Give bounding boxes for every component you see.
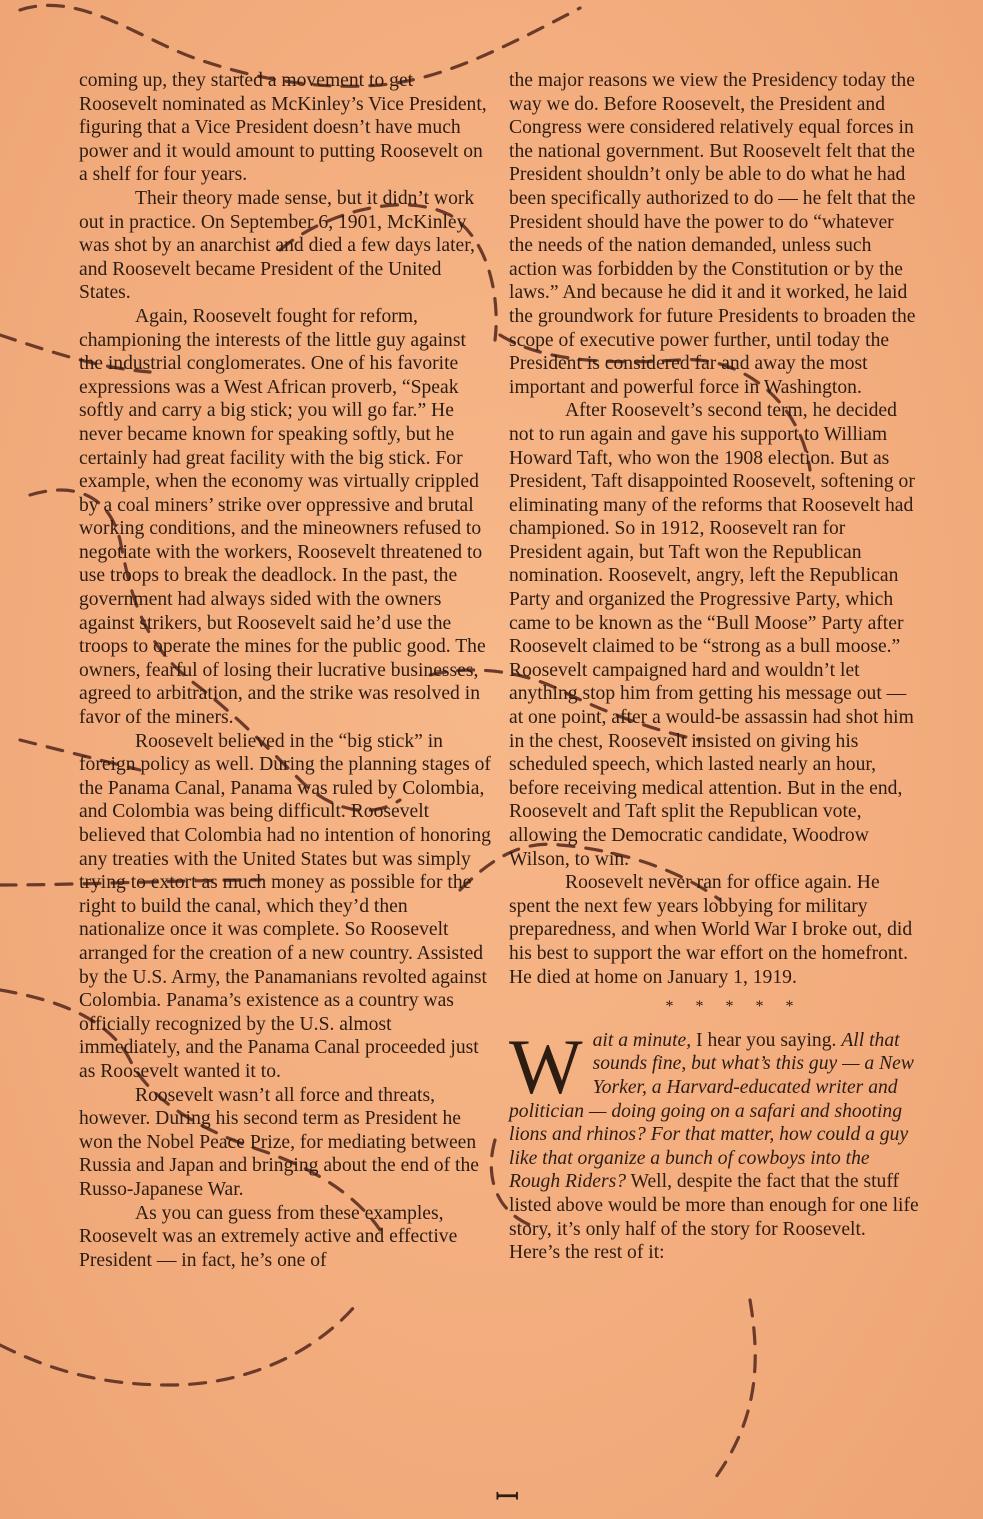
left-column — [79, 69, 494, 1272]
section-separator: * * * * * — [665, 998, 803, 1016]
left-paragraph-3: Again, Roosevelt fought for reform, championing the interests of the little guy against the industrial conglomerates. One of his favorite expressions was a West African proverb, “Speak softly and carry a big stick; you will go far.” He never became known for speaking softly, but he certainly had great facility with the big stick. For example, when the economy was virtually crippled by a coal miners’ strike over oppressive and brutal working conditions, and the mineowners refused to negotiate with the workers, Roosevelt threatened to use troops to break the deadlock. In the past, the government had always sided with the owners against strikers, but Roosevelt said he’d use the troops to operate the mines for the public good. The owners, fearful of losing their lucrative businesses, agreed to arbitration, and the strike was resolved in favor of the miners. — [79, 305, 486, 729]
left-paragraph-5: Roosevelt wasn’t all force and threats, however. During his second term as President he won the Nobel Peace Prize, for mediating between Russia and Japan and bringing about the end of the Russo-Japanese War. — [79, 1084, 479, 1200]
italic-question: All that sounds fine, but what’s this guy — a New Yorker, a Harvard-educated writer and politician — doing going on a safari and shooting lions and rhinos? For that matter, how could a guy like that organize a bunch of cowboys into the Rough Riders? — [509, 1029, 914, 1193]
right-column — [509, 69, 919, 1265]
trail-bottom-arc — [0, 1300, 360, 1385]
left-paragraph-4: Roosevelt believed in the “big stick” in foreign policy as well. During the planning stages of the Panama Canal, Panama was ruled by Colombia, and Colombia was being difficult. Roosevelt believed that Colombia had no intention of honoring any treaties with the United States but was simply trying to extort as much money as possible for the right to build the canal, which they’d then nationalize once it was complete. So Roosevelt arranged for the creation of a new country. Assisted by the U.S. Army, the Panamanians revolted against Colombia. Panama’s existence as a country was officially recognized by the U.S. almost immediately, and the Panama Canal proceeded just as Roosevelt wanted it to. — [79, 730, 491, 1082]
right-paragraph-4 — [509, 1022, 919, 1265]
roman-aside: I hear you saying. — [691, 1029, 842, 1051]
italic-lead: ait a minute, — [592, 1029, 692, 1051]
left-paragraph-2: Their theory made sense, but it didn’t work out in practice. On September 6, 1901, McKinley was shot by an anarchist and died a few days later, and Roosevelt became President of the United States. — [79, 187, 475, 304]
left-paragraph-1: coming up, they started a movement to get Roosevelt nominated as McKinley’s Vice President, figuring that a Vice President doesn’t have much power and it would amount to putting Roosevelt on a shelf for four years. — [79, 70, 487, 186]
left-paragraph-6: As you can guess from these examples, Roosevelt was an extremely active and effective President — in fact, he’s one of — [79, 1202, 458, 1271]
right-paragraph-2: After Roosevelt’s second term, he decided not to run again and gave his support to William Howard Taft, who won the 1908 election. But as President, Taft disappointed Roosevelt, softening or eliminating many of the reforms that Roosevelt had championed. So in 1912, Roosevelt ran for President again, but Taft won the Republican nomination. Roosevelt, angry, left the Republican Party and organized the Progressive Party, which came to be known as the “Bull Moose” Party after Roosevelt claimed to be “strong as a bull moose.” Roosevelt campaigned hard and wouldn’t let anything stop him from getting his message out — at one point, after a would-be assassin had shot him in the chest, Roosevelt insisted on giving his scheduled speech, which lasted nearly an hour, before receiving medical attention. But in the end, Roosevelt and Taft split the Republican vote, allowing the Democratic candidate, Woodrow Wilson, to win. — [509, 400, 915, 870]
page-mark: ꟷ — [495, 1481, 520, 1514]
right-paragraph-3: Roosevelt never ran for office again. He spent the next few years lobbying for military preparedness, and when World War I broke out, did his best to support the war effort on the homefront. He died at home on January 1, 1919. — [509, 872, 913, 988]
roman-closing: Well, despite the fact that the stuff listed above would be more than enough for one life story, it’s only half of the story for Roosevelt. Here’s the rest of it: — [509, 1171, 919, 1264]
trail-right-vertical — [710, 1300, 755, 1485]
right-paragraph-1: the major reasons we view the Presidency today the way we do. Before Roosevelt, the President and Congress were considered relatively equal forces in the national government. But Roosevelt felt that the President shouldn’t only be able to do what he had been specifically authorized to do — he felt that the President should have the power to do “whatever the needs of the nation demanded, unless such action was forbidden by the Constitution or by the laws.” And because he did it and it worked, he laid the groundwork for future Presidents to broaden the scope of executive power further, until today the President is considered far and away the most important and powerful force in Washington. — [509, 70, 916, 398]
drop-cap: W — [509, 1022, 583, 1110]
